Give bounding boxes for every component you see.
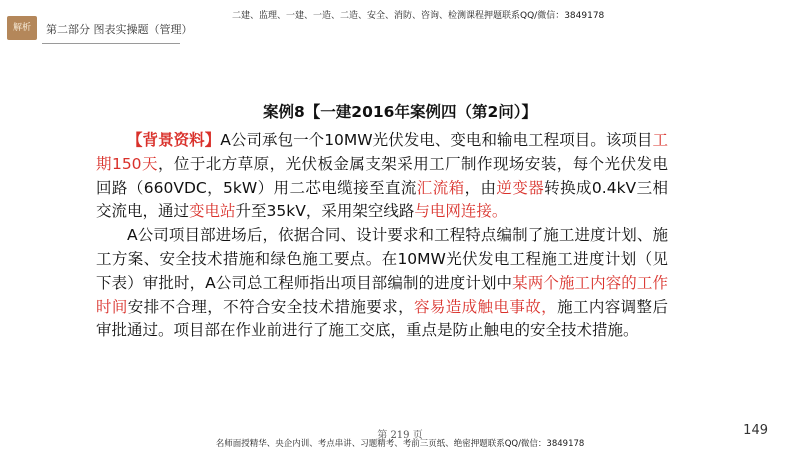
background-label: 【背景资料】 bbox=[127, 131, 221, 149]
page-watermark: 第 219 页 bbox=[377, 430, 423, 441]
text-span: 转换成0.4kV三相交流电，通过 bbox=[96, 178, 668, 221]
highlight-inverter: 逆变器 bbox=[496, 178, 545, 197]
background-paragraph bbox=[96, 129, 668, 224]
text-span: ，由 bbox=[464, 178, 497, 197]
logo-text: 解析 bbox=[12, 22, 31, 33]
highlight-grid-connection: 与电网连接。 bbox=[414, 202, 508, 221]
section-label: 第二部分 图表实操题（管理） bbox=[46, 23, 193, 36]
text-span: 安排不合理，不符合安全技术措施要求， bbox=[127, 297, 414, 316]
text-span: A公司项目部进场后，依据合同、设计要求和工程特点编制了施工进度计划、施工方案、安全技术措施和绿色施工要点。在10MW光伏发电工程施工进度计划（见下表）审批时，A公司总工程师指出项目部编制的进度计划中 bbox=[96, 226, 668, 292]
highlight-duration: 工期150天 bbox=[96, 131, 668, 173]
case-title: 案例8【一建2016年案例四（第2问）】 bbox=[263, 103, 537, 121]
text-span: 施工内容调整后审批通过。项目部在作业前进行了施工交底，重点是防止触电的安全技术措施。 bbox=[96, 297, 668, 340]
header-contact: 二建、监理、一建、一造、二造、安全、消防、咨询、检测课程押题联系QQ/微信：3849178 bbox=[232, 11, 605, 21]
highlight-combiner-box: 汇流箱 bbox=[416, 178, 465, 197]
schedule-paragraph bbox=[96, 224, 668, 343]
case-body bbox=[96, 129, 668, 343]
highlight-work-time: 某两个施工内容的工作时间 bbox=[96, 273, 668, 316]
text-span: A公司承包一个10MW光伏发电、变电和输电工程项目。该项目 bbox=[220, 131, 653, 149]
footer-contact: 名师面授精华、央企内训、考点串讲、习题精考、考前三页纸、绝密押题联系QQ/微信：3849178 bbox=[215, 439, 585, 449]
header-divider bbox=[42, 43, 180, 44]
text-span: 升至35kV，采用架空线路 bbox=[235, 202, 415, 221]
text-span: ，位于北方草原，光伏板金属支架采用工厂制作现场安装，每个光伏发电回路（660VDC，5kW）用二芯电缆接至直流 bbox=[96, 154, 668, 197]
brand-logo bbox=[7, 16, 37, 40]
page-number: 149 bbox=[743, 423, 768, 438]
highlight-substation: 变电站 bbox=[189, 202, 236, 221]
highlight-electric-shock: 容易造成触电事故， bbox=[413, 297, 558, 316]
